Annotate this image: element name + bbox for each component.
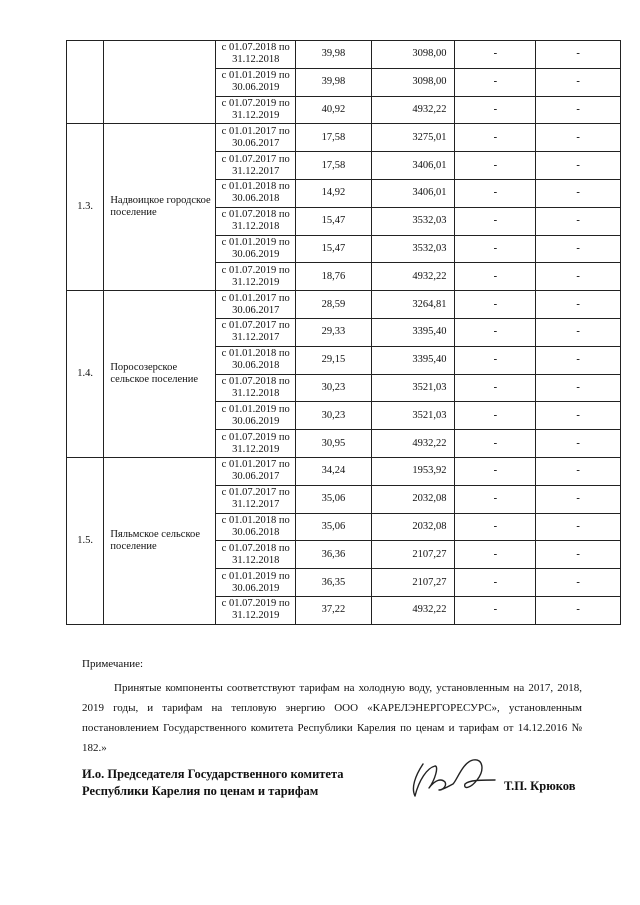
note-body: Принятые компоненты соответствуют тарифам на холодную воду, установленным на 2017, 2018, 2019 годы, и тарифам на тепловую энергию ООО «КАРЕЛЭНЕРГОРЕСУРС», установленным постановлением Государственного комитета Республики Карелия по ценам и тарифам от 14.12.2016 № 182.» — [82, 682, 582, 754]
dash-cell-2: - — [536, 374, 621, 402]
note-title: Примечание: — [82, 658, 144, 670]
period-cell: с 01.07.2019 по 31.12.2019 — [216, 263, 296, 291]
value-cell-1: 39,98 — [296, 68, 372, 96]
period-cell: с 01.01.2019 по 30.06.2019 — [216, 402, 296, 430]
value-cell-2: 4932,22 — [371, 430, 455, 458]
period-cell: с 01.01.2017 по 30.06.2017 — [216, 291, 296, 319]
value-cell-1: 40,92 — [296, 96, 372, 124]
signatory-title — [82, 766, 344, 800]
period-cell: с 01.07.2019 по 31.12.2019 — [216, 430, 296, 458]
value-cell-2: 3406,01 — [371, 179, 455, 207]
value-cell-2: 3532,03 — [371, 235, 455, 263]
value-cell-1: 39,98 — [296, 41, 372, 69]
dash-cell-2: - — [536, 346, 621, 374]
signatory-name: Т.П. Крюков — [504, 779, 576, 793]
dash-cell-1: - — [455, 596, 536, 624]
dash-cell-1: - — [455, 569, 536, 597]
dash-cell-2: - — [536, 513, 621, 541]
signatory-title-line-1: И.о. Председателя Государственного комитета — [82, 767, 344, 781]
dash-cell-1: - — [455, 374, 536, 402]
value-cell-1: 29,33 — [296, 318, 372, 346]
settlement-name: Надвоицкое городское поселение — [104, 124, 216, 291]
table-row — [67, 291, 621, 319]
period-cell: с 01.01.2019 по 30.06.2019 — [216, 569, 296, 597]
row-number — [67, 41, 104, 124]
period-cell: с 01.07.2017 по 31.12.2017 — [216, 152, 296, 180]
row-number: 1.3. — [67, 124, 104, 291]
dash-cell-1: - — [455, 485, 536, 513]
value-cell-2: 4932,22 — [371, 263, 455, 291]
value-cell-1: 36,36 — [296, 541, 372, 569]
dash-cell-2: - — [536, 263, 621, 291]
period-cell: с 01.01.2019 по 30.06.2019 — [216, 235, 296, 263]
dash-cell-1: - — [455, 41, 536, 69]
value-cell-2: 3406,01 — [371, 152, 455, 180]
value-cell-1: 15,47 — [296, 235, 372, 263]
dash-cell-2: - — [536, 152, 621, 180]
dash-cell-1: - — [455, 152, 536, 180]
period-cell: с 01.07.2018 по 31.12.2018 — [216, 541, 296, 569]
value-cell-1: 15,47 — [296, 207, 372, 235]
dash-cell-1: - — [455, 207, 536, 235]
period-cell: с 01.07.2017 по 31.12.2017 — [216, 485, 296, 513]
value-cell-1: 34,24 — [296, 457, 372, 485]
value-cell-2: 4932,22 — [371, 96, 455, 124]
dash-cell-2: - — [536, 68, 621, 96]
dash-cell-1: - — [455, 68, 536, 96]
value-cell-2: 3275,01 — [371, 124, 455, 152]
dash-cell-1: - — [455, 457, 536, 485]
dash-cell-2: - — [536, 318, 621, 346]
dash-cell-2: - — [536, 207, 621, 235]
value-cell-2: 4932,22 — [371, 596, 455, 624]
period-cell: с 01.01.2018 по 30.06.2018 — [216, 513, 296, 541]
value-cell-1: 35,06 — [296, 513, 372, 541]
dash-cell-1: - — [455, 124, 536, 152]
period-cell: с 01.07.2019 по 31.12.2019 — [216, 596, 296, 624]
dash-cell-2: - — [536, 235, 621, 263]
row-number: 1.4. — [67, 291, 104, 458]
period-cell: с 01.07.2018 по 31.12.2018 — [216, 374, 296, 402]
dash-cell-2: - — [536, 96, 621, 124]
signatory-title-line-2: Республики Карелия по ценам и тарифам — [82, 784, 319, 798]
dash-cell-1: - — [455, 263, 536, 291]
dash-cell-1: - — [455, 318, 536, 346]
value-cell-1: 14,92 — [296, 179, 372, 207]
tariff-table-body — [67, 41, 621, 625]
dash-cell-1: - — [455, 541, 536, 569]
dash-cell-2: - — [536, 402, 621, 430]
row-number: 1.5. — [67, 457, 104, 624]
value-cell-1: 30,95 — [296, 430, 372, 458]
period-cell: с 01.01.2017 по 30.06.2017 — [216, 457, 296, 485]
value-cell-1: 17,58 — [296, 152, 372, 180]
value-cell-1: 30,23 — [296, 374, 372, 402]
table-row — [67, 41, 621, 69]
value-cell-2: 3521,03 — [371, 374, 455, 402]
dash-cell-1: - — [455, 291, 536, 319]
dash-cell-2: - — [536, 485, 621, 513]
dash-cell-2: - — [536, 569, 621, 597]
dash-cell-1: - — [455, 179, 536, 207]
period-cell: с 01.07.2017 по 31.12.2017 — [216, 318, 296, 346]
value-cell-2: 2107,27 — [371, 569, 455, 597]
dash-cell-1: - — [455, 235, 536, 263]
table-row — [67, 457, 621, 485]
value-cell-1: 17,58 — [296, 124, 372, 152]
value-cell-2: 2107,27 — [371, 541, 455, 569]
value-cell-2: 3395,40 — [371, 346, 455, 374]
dash-cell-1: - — [455, 346, 536, 374]
value-cell-1: 37,22 — [296, 596, 372, 624]
value-cell-2: 2032,08 — [371, 513, 455, 541]
value-cell-1: 29,15 — [296, 346, 372, 374]
value-cell-2: 3532,03 — [371, 207, 455, 235]
dash-cell-2: - — [536, 179, 621, 207]
dash-cell-1: - — [455, 96, 536, 124]
value-cell-1: 18,76 — [296, 263, 372, 291]
value-cell-2: 2032,08 — [371, 485, 455, 513]
dash-cell-2: - — [536, 41, 621, 69]
value-cell-2: 3098,00 — [371, 41, 455, 69]
settlement-name: Поросозерское сельское поселение — [104, 291, 216, 458]
value-cell-1: 35,06 — [296, 485, 372, 513]
table-row — [67, 124, 621, 152]
value-cell-2: 3521,03 — [371, 402, 455, 430]
period-cell: с 01.07.2018 по 31.12.2018 — [216, 41, 296, 69]
value-cell-2: 3264,81 — [371, 291, 455, 319]
value-cell-2: 1953,92 — [371, 457, 455, 485]
dash-cell-2: - — [536, 291, 621, 319]
dash-cell-2: - — [536, 430, 621, 458]
dash-cell-2: - — [536, 124, 621, 152]
period-cell: с 01.07.2018 по 31.12.2018 — [216, 207, 296, 235]
dash-cell-1: - — [455, 402, 536, 430]
handwritten-signature — [405, 750, 505, 802]
settlement-name — [104, 41, 216, 124]
dash-cell-1: - — [455, 430, 536, 458]
period-cell: с 01.01.2018 по 30.06.2018 — [216, 179, 296, 207]
period-cell: с 01.01.2019 по 30.06.2019 — [216, 68, 296, 96]
value-cell-1: 36,35 — [296, 569, 372, 597]
dash-cell-2: - — [536, 457, 621, 485]
value-cell-1: 28,59 — [296, 291, 372, 319]
period-cell: с 01.07.2019 по 31.12.2019 — [216, 96, 296, 124]
dash-cell-1: - — [455, 513, 536, 541]
value-cell-2: 3395,40 — [371, 318, 455, 346]
value-cell-2: 3098,00 — [371, 68, 455, 96]
dash-cell-2: - — [536, 596, 621, 624]
value-cell-1: 30,23 — [296, 402, 372, 430]
tariff-table — [66, 40, 621, 625]
settlement-name: Пяльмское сельское поселение — [104, 457, 216, 624]
dash-cell-2: - — [536, 541, 621, 569]
period-cell: с 01.01.2017 по 30.06.2017 — [216, 124, 296, 152]
period-cell: с 01.01.2018 по 30.06.2018 — [216, 346, 296, 374]
